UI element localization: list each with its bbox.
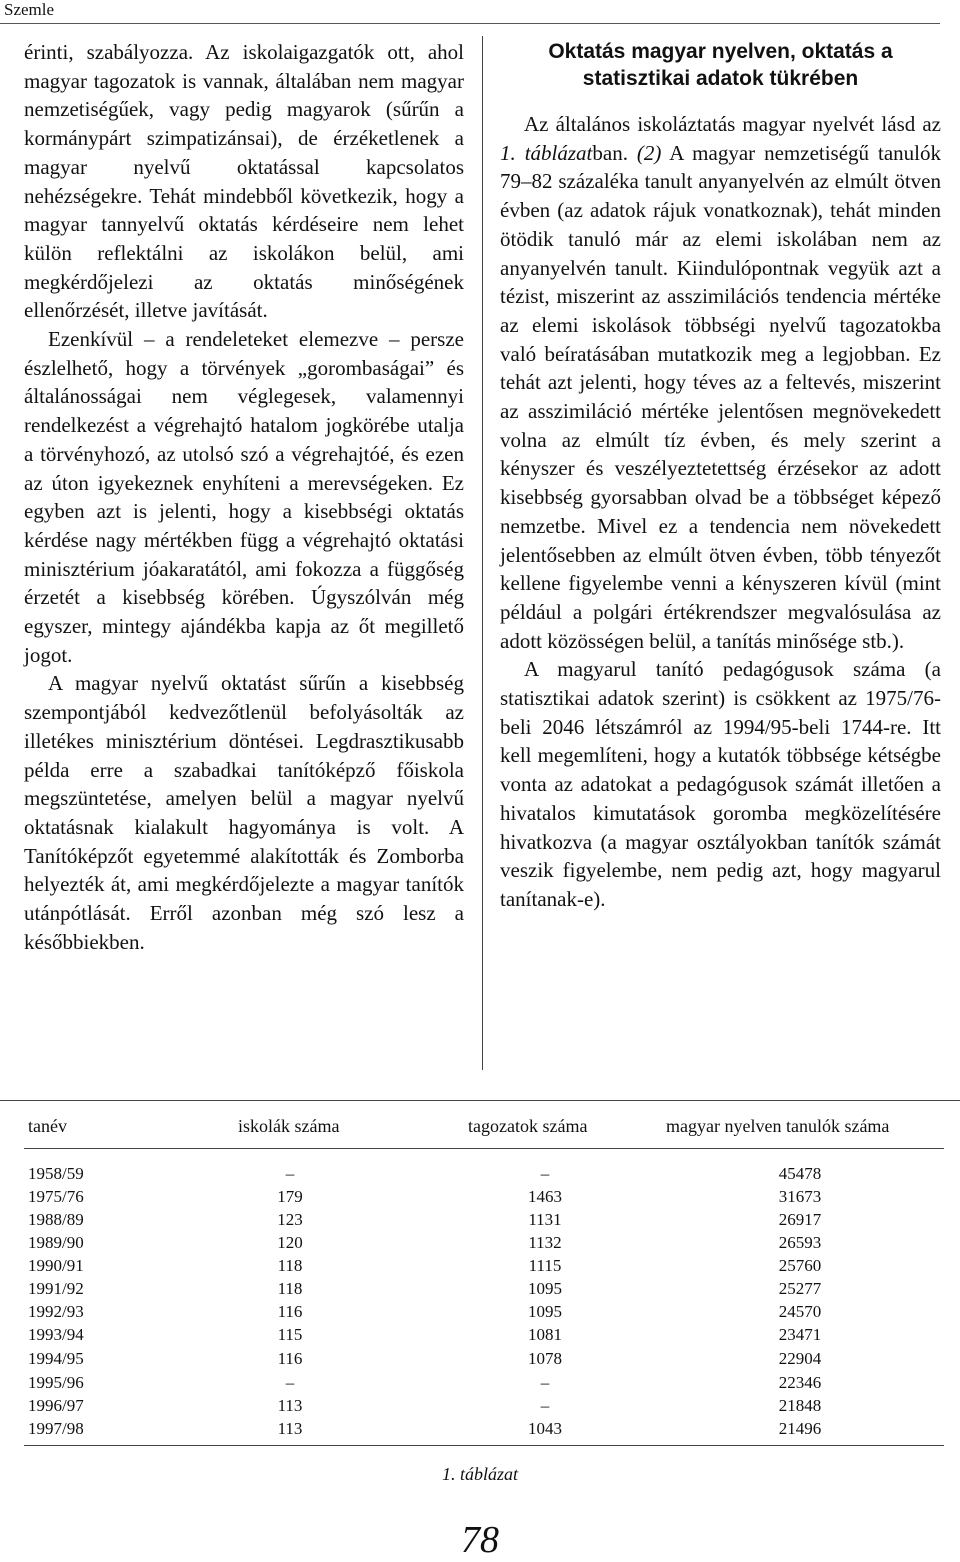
table-cell: 118 [277, 1279, 303, 1298]
table-cell: 23471 [778, 1325, 822, 1344]
table-cell: 1131 [528, 1210, 562, 1229]
table-cell: 1995/96 [28, 1373, 84, 1392]
table-cell: 1975/76 [28, 1187, 84, 1206]
table-cell: 1115 [528, 1256, 562, 1275]
table-cell: 1095 [528, 1302, 562, 1321]
table-header-rule [24, 1148, 944, 1149]
column-header-students: magyar nyelven tanulók száma [666, 1116, 890, 1136]
table-cell: 1990/91 [28, 1256, 84, 1275]
table-cell: 31673 [778, 1187, 822, 1206]
column-header-year: tanév [28, 1116, 67, 1136]
table-cell: 1997/98 [28, 1419, 84, 1438]
table-cell: 22346 [778, 1373, 822, 1392]
table-cell: 1996/97 [28, 1396, 84, 1415]
table-reference: 1. táblázat [500, 140, 593, 165]
table-cell: 116 [277, 1349, 303, 1368]
table-cell: 1463 [528, 1187, 562, 1206]
table-cell: 1095 [528, 1279, 562, 1298]
paragraph-text: ban. [592, 140, 637, 165]
column-divider [482, 36, 483, 1070]
table-cell: – [540, 1373, 550, 1392]
table-cell: 123 [277, 1210, 303, 1229]
header-rule [0, 23, 940, 24]
table-cell: 1992/93 [28, 1302, 84, 1321]
right-column [500, 38, 941, 914]
table-cell: 26593 [778, 1233, 822, 1252]
paragraph [500, 110, 941, 655]
table-cell: 1958/59 [28, 1164, 84, 1183]
paragraph: Ezenkívül – a rendeleteket elemezve – persze észlelhető, hogy a törvények „gorombaságai” és általánosságai nem véglegesek, valamennyi rendelkezést a végrehajtó hatalom jogkörébe utalja a törvényhozó, az utolsó szó a végrehajtóé, és ezen az úton igyekeznek enyhíteni a merevségeken. Ez egyben azt is jelenti, hogy a kisebbségi oktatás kérdése nagy mértékben függ a végrehajtó oktatási minisztérium jóakaratától, ami fokozza a függőség érzetét a kisebbség körében. Úgyszólván még egyszer, mintegy ajándékba kapja az őt megillető jogot. [24, 327, 464, 667]
table-cell: – [285, 1373, 295, 1392]
table-cell: 1991/92 [28, 1279, 84, 1298]
table-cell: 25760 [778, 1256, 822, 1275]
table-cell: 116 [277, 1302, 303, 1321]
table-cell: 113 [277, 1419, 303, 1438]
table-cell: 1132 [528, 1233, 562, 1252]
table-cell: 1043 [528, 1419, 562, 1438]
table-bottom-rule [24, 1445, 944, 1446]
table-cell: – [540, 1164, 550, 1183]
table-top-rule [0, 1100, 960, 1101]
table-cell: 45478 [778, 1164, 822, 1183]
table-cell: – [285, 1164, 295, 1183]
table-cell: 22904 [778, 1349, 822, 1368]
table-cell: 113 [277, 1396, 303, 1415]
column-header-schools: iskolák száma [238, 1116, 340, 1136]
paragraph-text: A magyar nemzetiségű tanulók 79–82 százaléka tanult anyanyelvén az elmúlt ötven évben (az adatok rájuk vonatkoznak), tehát minden ötödik tanuló már az elemi iskolában nem az anyanyelvén tanult. Kiindulópontnak vegyük azt a tézist, miszerint az asszimilációs tendencia mértéke az elemi iskolások többségi nyelvű tagozatokba való beíratásában mutatkozik meg a legjobban. Ez tehát azt jelenti, hogy téves az a feltevés, miszerint az asszimiláció mértéke jelentősen megnövekedett volna az elmúlt tíz évben, és mely szerint a kényszer és veszélyeztetettség érzésekor az adott kisebbség gyorsabban olvad be a többséget képező nemzetbe. Mivel ez a tendencia nem növekedett jelentősebben az elmúlt ötven évben, több tényezőt kellene figyelembe venni a kényszeren kívül (mint például a polgári értékrendszer megvalósulása az adott közösségen belül, a tanítás minősége stb.). [500, 140, 941, 653]
table-cell: 26917 [778, 1210, 822, 1229]
table-cell: 24570 [778, 1302, 822, 1321]
column-header-sections: tagozatok száma [468, 1116, 588, 1136]
table-cell: 21848 [778, 1396, 822, 1415]
table-cell: 21496 [778, 1419, 822, 1438]
table-cell: 179 [277, 1187, 303, 1206]
section-title: Oktatás magyar nyelven, oktatás a statisztikai adatok tükrében [548, 40, 893, 90]
table-cell: 1989/90 [28, 1233, 84, 1252]
table-cell: – [540, 1396, 550, 1415]
running-header: Szemle [4, 0, 55, 19]
page-number: 78 [461, 1519, 499, 1561]
paragraph: érinti, szabályozza. Az iskolaigazgatók ott, ahol magyar tagozatok is vannak, általában nem magyar nemzetiségűek, vagy pedig magyarok (sűrűn a kormánypárt szimpatizánsai), de érzéketlenek a magyar nyelvű oktatással kapcsolatos nehézségekre. Tehát mindebből következik, hogy a magyar tannyelvű oktatás kérdéseire nem lehet külön reflektálni az iskolákon belül, ami megkérdőjelezi az oktatás minőségének ellenőrzését, illetve javítását. [24, 40, 464, 323]
table-cell: 1994/95 [28, 1349, 84, 1368]
paragraph: A magyarul tanító pedagógusok száma (a statisztikai adatok szerint) is csökkent az 1975/76-beli 2046 létszámról az 1994/95-beli 1744-re. Itt kell megemlíteni, hogy a kutatók többsége kétségbe vonta az adatokat a pedagógusok számát illetően a hivatalos kimutatások goromba megközelítésére hivatkozva (a magyar osztályokban tanítók számát veszik figyelembe, nem pedig azt, hogy magyarul tanítanak-e). [500, 657, 941, 911]
table-cell: 118 [277, 1256, 303, 1275]
table-cell: 25277 [778, 1279, 822, 1298]
left-column [24, 38, 464, 957]
table-cell: 1993/94 [28, 1325, 84, 1344]
footnote-reference: (2) [636, 140, 662, 165]
paragraph-text: Az általános iskoláztatás magyar nyelvét lásd az [524, 112, 941, 136]
table-cell: 1988/89 [28, 1210, 84, 1229]
table-caption: 1. táblázat [441, 1464, 518, 1484]
table-cell: 1081 [528, 1325, 562, 1344]
table-cell: 115 [277, 1325, 303, 1344]
table-cell: 1078 [528, 1349, 562, 1368]
paragraph: A magyar nyelvű oktatást sűrűn a kisebbség szempontjából kedvezőtlenül befolyásolták az illetékes minisztérium döntései. Legdrasztikusabb példa erre a szabadkai tanítóképző főiskola megszüntetése, amelyen belül a magyar nyelvű oktatásnak kialakult hagyománya is volt. A Tanítóképzőt egyetemmé alakították és Zomborba helyezték át, ami megkérdőjelezte a magyar tanítók utánpótlását. Erről azonban még szó lesz a későbbiekben. [24, 671, 464, 954]
table-cell: 120 [277, 1233, 303, 1252]
